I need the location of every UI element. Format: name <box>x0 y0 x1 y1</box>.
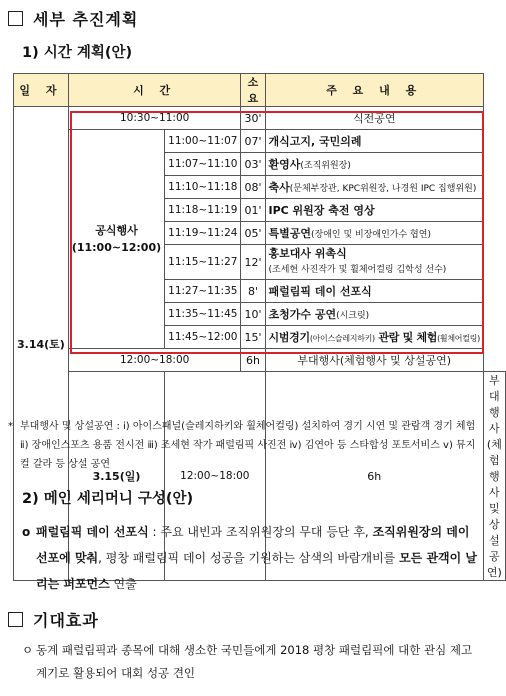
content-cell: 부대행사(체험행사 및 상설공연) <box>483 372 505 581</box>
effect-text: 동계 패럴림픽과 종목에 대해 생소한 국민들에게 2018 평창 패럴림픽에 대한 관심 제고 계기로 활용되어 대회 성공 견인 <box>36 643 473 680</box>
date-cell: 3.15(일) <box>68 372 164 581</box>
time-cell: 12:00~18:00 <box>68 349 241 372</box>
footnote-text: 부대행사 및 상설공연 : ⅰ) 아이스패널(슬레지하키와 휠체어컬링) 설치하여 경기 시연 및 관람객 경기 체험 ⅱ) 장애인스포츠 용품 전시전 ⅲ) 조세현 작가 패럴림픽 사진전 ⅳ) 김연아 등 스타합성 포토서비스 ⅴ) 뮤지컬 갈라 등 상설 공연 <box>20 421 476 470</box>
time-cell: 11:15~11:27 <box>165 245 241 280</box>
content-cell <box>265 222 483 245</box>
content-cell <box>265 199 483 222</box>
group-label: 공식행사 <box>95 224 138 237</box>
table-header-row <box>14 74 506 107</box>
item-note: (장애인 및 비장애인가수 협연) <box>311 230 431 240</box>
checkbox-square-icon <box>8 11 23 26</box>
content-cell <box>265 280 483 303</box>
time-cell: 11:07~11:10 <box>165 153 241 176</box>
item-title: 특별공연 <box>268 227 312 240</box>
subsection-title-ceremony: 2) 메인 세리머니 구성(안) <box>22 491 194 507</box>
duration-cell: 08' <box>241 176 265 199</box>
ceremony-highlight-1: 패럴림픽 데이 선포식 <box>36 525 149 539</box>
time-cell: 11:27~11:35 <box>165 280 241 303</box>
section-title-effect: 기대효과 <box>8 608 99 631</box>
content-cell <box>265 326 483 349</box>
ceremony-text-1: : 주요 내빈과 조직위원장의 무대 등단 후, <box>148 525 369 539</box>
ceremony-text-2: , 평창 패럴림픽 데이 성공을 기원하는 삼색의 바람개비를 <box>98 551 400 565</box>
content-cell <box>265 153 483 176</box>
circle-bullet-icon: o <box>22 525 31 539</box>
duration-cell: 6h <box>265 372 483 581</box>
asterisk-icon: * <box>8 421 13 432</box>
item-note: (조세현 사진작가 및 휠체어컬링 김학성 선수) <box>268 265 447 275</box>
duration-cell: 07' <box>241 130 265 153</box>
time-cell: 10:30~11:00 <box>68 107 241 130</box>
time-cell: 11:35~11:45 <box>165 303 241 326</box>
ceremony-text-3: 연출 <box>109 577 137 591</box>
item-title: 패럴림픽 데이 선포식 <box>268 285 372 298</box>
item-note: (문체부장관, KPC위원장, 나경원 IPC 집행위원) <box>289 184 477 194</box>
time-cell: 11:19~11:24 <box>165 222 241 245</box>
item-note: (아이스슬레지하키) <box>309 334 375 343</box>
duration-cell: 05' <box>241 222 265 245</box>
item-title: IPC 위원장 축전 영상 <box>268 204 375 217</box>
duration-cell: 03' <box>241 153 265 176</box>
content-cell <box>265 303 483 326</box>
time-cell: 11:45~12:00 <box>165 326 241 349</box>
item-title: 환영사 <box>268 158 301 171</box>
header-duration: 소요 <box>241 74 265 107</box>
ceremony-highlight-2: 조직위원장의 데이 선포에 맞춰 <box>36 525 470 565</box>
group-cell <box>68 130 164 349</box>
content-cell <box>265 245 483 280</box>
duration-cell: 30' <box>241 107 265 130</box>
duration-cell: 8' <box>241 280 265 303</box>
table-row <box>14 349 506 372</box>
effect-description <box>22 639 484 685</box>
group-time: (11:00~12:00) <box>71 241 162 254</box>
header-content: 주 요 내 용 <box>265 74 483 107</box>
time-cell: 11:10~11:18 <box>165 176 241 199</box>
time-cell: 11:00~11:07 <box>165 130 241 153</box>
date-cell: 3.14(토) <box>14 107 69 581</box>
duration-cell: 15' <box>241 326 265 349</box>
duration-cell: 6h <box>241 349 265 372</box>
item-title: 개식고지, 국민의례 <box>268 135 362 148</box>
item-title: 시범경기 <box>268 331 310 344</box>
ceremony-highlight-3: 모든 관객이 날리는 퍼포먼스 <box>36 551 478 591</box>
content-cell <box>265 176 483 199</box>
section-title-plan: 세부 추진계획 <box>8 7 138 30</box>
time-cell: 11:18~11:19 <box>165 199 241 222</box>
item-title: 축사 <box>268 181 290 194</box>
time-cell: 12:00~18:00 <box>165 372 265 581</box>
duration-cell: 01' <box>241 199 265 222</box>
item-title: 홍보대사 위촉식 <box>268 247 347 260</box>
footnote <box>8 417 480 474</box>
content-cell: 식전공연 <box>265 107 483 130</box>
item-title: 초청가수 공연 <box>268 308 337 321</box>
item-note-2: (휠체어컬링) <box>437 334 480 343</box>
checkbox-square-icon <box>8 612 23 627</box>
duration-cell: 12' <box>241 245 265 280</box>
content-cell <box>265 130 483 153</box>
circle-bullet-icon: ㅇ <box>22 643 34 657</box>
item-note: (시크릿) <box>336 311 370 321</box>
item-title-2: 관람 및 체험 <box>374 331 438 344</box>
header-time: 시 간 <box>68 74 241 107</box>
table-row <box>14 107 506 130</box>
content-cell: 부대행사(체험행사 및 상설공연) <box>265 349 483 372</box>
header-date: 일 자 <box>14 74 69 107</box>
ceremony-description <box>22 519 484 597</box>
item-note: (조직위원장) <box>300 161 351 171</box>
table-row <box>14 130 506 153</box>
duration-cell: 10' <box>241 303 265 326</box>
subsection-title-schedule: 1) 시간 계획(안) <box>22 45 133 61</box>
